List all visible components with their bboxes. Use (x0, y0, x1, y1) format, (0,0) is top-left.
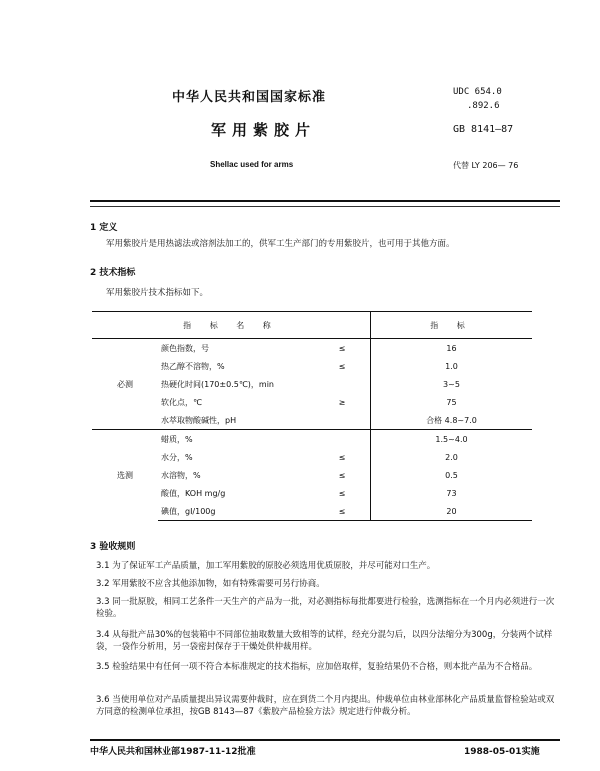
item-value: 75 (371, 393, 533, 411)
item-value: 16 (371, 339, 533, 358)
item-value: 20 (371, 502, 533, 521)
category-required: 必测 (117, 379, 133, 389)
clause-3-1: 3.1 为了保证军工产品质量，加工军用紫胶的原胶必须选用优质原胶，并尽可能对口生产。 (96, 561, 436, 571)
gb-code: GB 8141—87 (453, 124, 514, 135)
table-row (92, 339, 532, 358)
operator: ≤ (338, 470, 346, 480)
section-2-heading: 2 技术指标 (90, 268, 136, 278)
item-name: 碘值，gI/100g (158, 502, 314, 521)
item-value: 73 (371, 484, 533, 502)
table-row (92, 411, 532, 430)
item-value: 1.5~4.0 (371, 430, 533, 449)
category-optional: 选测 (92, 430, 158, 521)
item-name: 蜡质，% (158, 430, 314, 449)
operator (314, 375, 371, 393)
header-rule-thick (90, 200, 560, 202)
udc-line-2: .892.6 (467, 101, 500, 111)
section-1-heading: 1 定义 (90, 223, 118, 233)
item-value: 合格 4.8~7.0 (371, 411, 533, 430)
item-name: 颜色指数，号 (161, 343, 209, 353)
section-2-intro: 军用紫胶片技术指标如下。 (106, 288, 209, 298)
item-value: 2.0 (371, 448, 533, 466)
table-row (92, 466, 532, 484)
table-row (92, 484, 532, 502)
spec-table (92, 311, 532, 521)
section-1-body: 军用紫胶片是用热滤法或溶剂法加工的，供军工生产部门的专用紫胶片，也可用于其他方面。 (106, 239, 455, 249)
table-row (92, 375, 532, 393)
item-value: 3~5 (371, 375, 533, 393)
effective-date: 1988-05-01实施 (464, 747, 540, 757)
header-rule-thin (90, 206, 560, 207)
table-row (92, 393, 532, 411)
table-header-row (92, 312, 532, 339)
operator: ≤ (314, 502, 371, 521)
item-name: 水溶物，% (161, 470, 201, 480)
table-row (92, 430, 532, 449)
section-3-heading: 3 验收规则 (90, 542, 136, 552)
header-value: 指 标 (371, 312, 533, 339)
item-name: 水萃取物酸碱性，pH (161, 415, 237, 425)
header-item-name: 指 标 名 称 (92, 312, 371, 339)
table-row (92, 502, 532, 521)
operator: ≤ (338, 488, 346, 498)
item-name: 热乙醇不溶物，% (161, 361, 225, 371)
replaces-note: 代替 LY 206— 76 (453, 161, 519, 170)
clause-3-6: 3.6 当使用单位对产品质量提出异议需要仲裁时，应在到货二个月内提出。仲裁单位由林业部林化产品质量监督检验站或双方同意的检测单位承担，按GB 8143—87《紫胶产品检验方法》规定进行仲裁分析。 (96, 695, 555, 717)
item-name: 水分，% (161, 452, 193, 462)
item-value: 1.0 (371, 357, 533, 375)
operator (314, 430, 371, 449)
operator: ≥ (338, 397, 346, 407)
table-row (92, 448, 532, 466)
operator: ≤ (338, 361, 346, 371)
clause-3-2: 3.2 军用紫胶不应含其他添加物，如有特殊需要可另行协商。 (96, 579, 325, 589)
clause-3-3: 3.3 同一批原胶，相同工艺条件一天生产的产品为一批，对必测指标每批都要进行检验，选测指标在一个月内必须进行一次检验。 (96, 597, 555, 619)
udc-line-1: UDC 654.0 (453, 87, 502, 97)
clause-3-5: 3.5 检验结果中有任何一项不符合本标准规定的技术指标，应加倍取样，复验结果仍不合格，则本批产品为不合格品。 (96, 662, 538, 672)
table-row (92, 357, 532, 375)
approval-line: 中华人民共和国林业部1987-11-12批准 (90, 747, 256, 757)
item-name: 热硬化时间(170±0.5℃)，min (161, 379, 275, 389)
operator (314, 411, 371, 430)
operator: ≤ (338, 452, 346, 462)
standard-name: 中华人民共和国国家标准 (172, 90, 327, 105)
item-value: 0.5 (371, 466, 533, 484)
item-name: 软化点，℃ (161, 397, 202, 407)
english-title: Shellac used for arms (210, 160, 294, 169)
footer-rule (90, 739, 560, 741)
clause-3-4: 3.4 从每批产品30%的包装箱中不同部位抽取数量大致相等的试样，经充分混匀后，以四分法缩分为300g，分装两个试样袋，一袋作分析用，另一袋密封保存于干燥处供仲裁用样。 (96, 630, 553, 652)
item-name: 酸值，KOH mg/g (161, 488, 226, 498)
operator: ≤ (338, 343, 346, 353)
document-title: 军用紫胶片 (211, 121, 317, 139)
